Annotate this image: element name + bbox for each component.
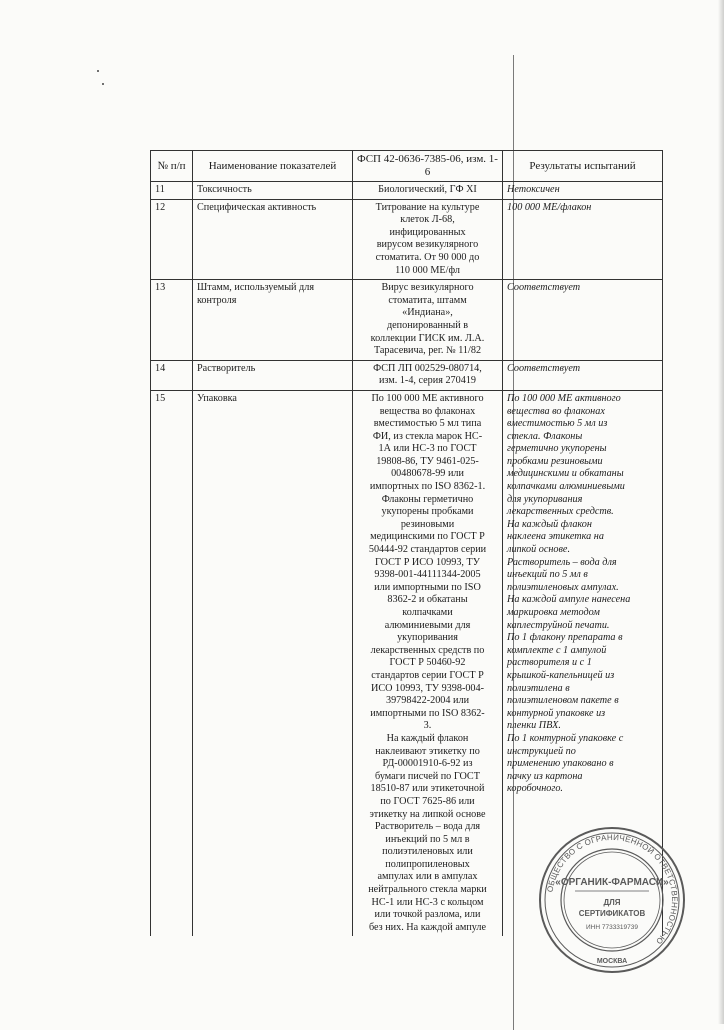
row-result: Нетоксичен: [503, 182, 663, 200]
table-row: [151, 360, 663, 390]
row-result: 100 000 МЕ/флакон: [503, 199, 663, 280]
seal-city: МОСКВА: [596, 958, 628, 965]
company-seal: [537, 825, 687, 975]
row-num: 15: [151, 390, 193, 936]
row-num: 12: [151, 199, 193, 280]
row-fsp: ФСП ЛП 002529-080714, изм. 1-4, серия 270419: [353, 360, 503, 390]
row-fsp: По 100 000 МЕ активного вещества во флаконах вместимостью 5 мл типа ФИ, из стекла марок НС- 1А или НС-3 по ГОСТ 19808-86, ТУ 9461-025- 00480678-99 или импортных по ISO 8362-1. Флаконы герметично укупорены пробками резиновыми медицинскими по ГОСТ Р 50444-92 стандартов серии ГОСТ Р ИСО 10993, ТУ 9398-001-44111344-2005 или импортными по ISO 8362-2 и обкатаны колпачками алюминиевыми для укупоривания лекарственных средств по ГОСТ Р 50460-92 стандартов серии ГОСТ Р ИСО 10993, ТУ 9398-004- 39798422-2004 или импортными по ISO 8362- 3. На каждый флакон наклеивают этикетку по РД-00001910-6-92 из бумаги писчей по ГОСТ 18510-87 или этикеточной по ГОСТ 7625-86 или этикетку на липкой основе Растворитель – вода для инъекций по 5 мл в полиэтиленовых или полипропиленовых ампулах или в ампулах нейтрального стекла марки НС-1 или НС-3 с кольцом или точкой разлома, или без них. На каждой ампуле: [353, 390, 503, 936]
seal-inn: ИНН 7733319739: [585, 924, 639, 931]
row-fsp: Биологический, ГФ XI: [353, 182, 503, 200]
row-name: Растворитель: [193, 360, 353, 390]
test-results-table: [150, 150, 663, 936]
header-result: Результаты испытаний: [503, 151, 663, 182]
row-name: Токсичность: [193, 182, 353, 200]
row-num: 14: [151, 360, 193, 390]
seal-purpose-line1: ДЛЯ: [603, 898, 621, 907]
seal-company-name: «ОРГАНИК-ФАРМАСИ»: [555, 877, 669, 888]
row-num: 11: [151, 182, 193, 200]
row-result: Соответствует: [503, 360, 663, 390]
table-row: [151, 199, 663, 280]
seal-ring-text: ОБЩЕСТВО С ОГРАНИЧЕННОЙ ОТВЕТСТВЕННОСТЬЮ: [545, 832, 680, 946]
row-name: Упаковка: [193, 390, 353, 936]
table-header-row: [151, 151, 663, 182]
row-name: Штамм, используемый для контроля: [193, 280, 353, 361]
row-name: Специфическая активность: [193, 199, 353, 280]
row-result: По 100 000 МЕ активного вещества во флаконах вместимостью 5 мл из стекла. Флаконы герметично укупорены пробками резиновыми медицинскими и обкатаны колпачками алюминиевыми для укупоривания лекарственных средств. На каждый флакон наклеена этикетка на липкой основе. Растворитель – вода для инъекций по 5 мл в полиэтиленовых ампулах. На каждой ампуле нанесена маркировка методом каплеструйной печати. По 1 флакону препарата в комплекте с 1 ампулой растворителя и с 1 крышкой-капельницей из полиэтилена в полиэтиленовом пакете в контурной упаковке из пленки ПВХ. По 1 контурной упаковке с инструкцией по применению упаковано в пачку из картона коробочного.: [503, 390, 663, 936]
table-row: [151, 280, 663, 361]
seal-purpose-line2: СЕРТИФИКАТОВ: [578, 909, 646, 918]
header-num: № п/п: [151, 151, 193, 182]
scan-speck: [97, 70, 99, 72]
header-name: Наименование показателей: [193, 151, 353, 182]
row-fsp: Титрование на культуре клеток Л-68, инфицированных вирусом везикулярного стоматита. От 90 000 до 110 000 МЕ/фл: [353, 199, 503, 280]
row-num: 13: [151, 280, 193, 361]
header-fsp: ФСП 42-0636-7385-06, изм. 1-6: [353, 151, 503, 182]
scan-speck: [102, 83, 104, 85]
row-fsp: Вирус везикулярного стоматита, штамм «Индиана», депонированный в коллекции ГИСК им. Л.А. Тарасевича, рег. № 11/82: [353, 280, 503, 361]
row-result: Соответствует: [503, 280, 663, 361]
table-row: [151, 182, 663, 200]
scan-edge-shadow: [718, 0, 724, 1024]
